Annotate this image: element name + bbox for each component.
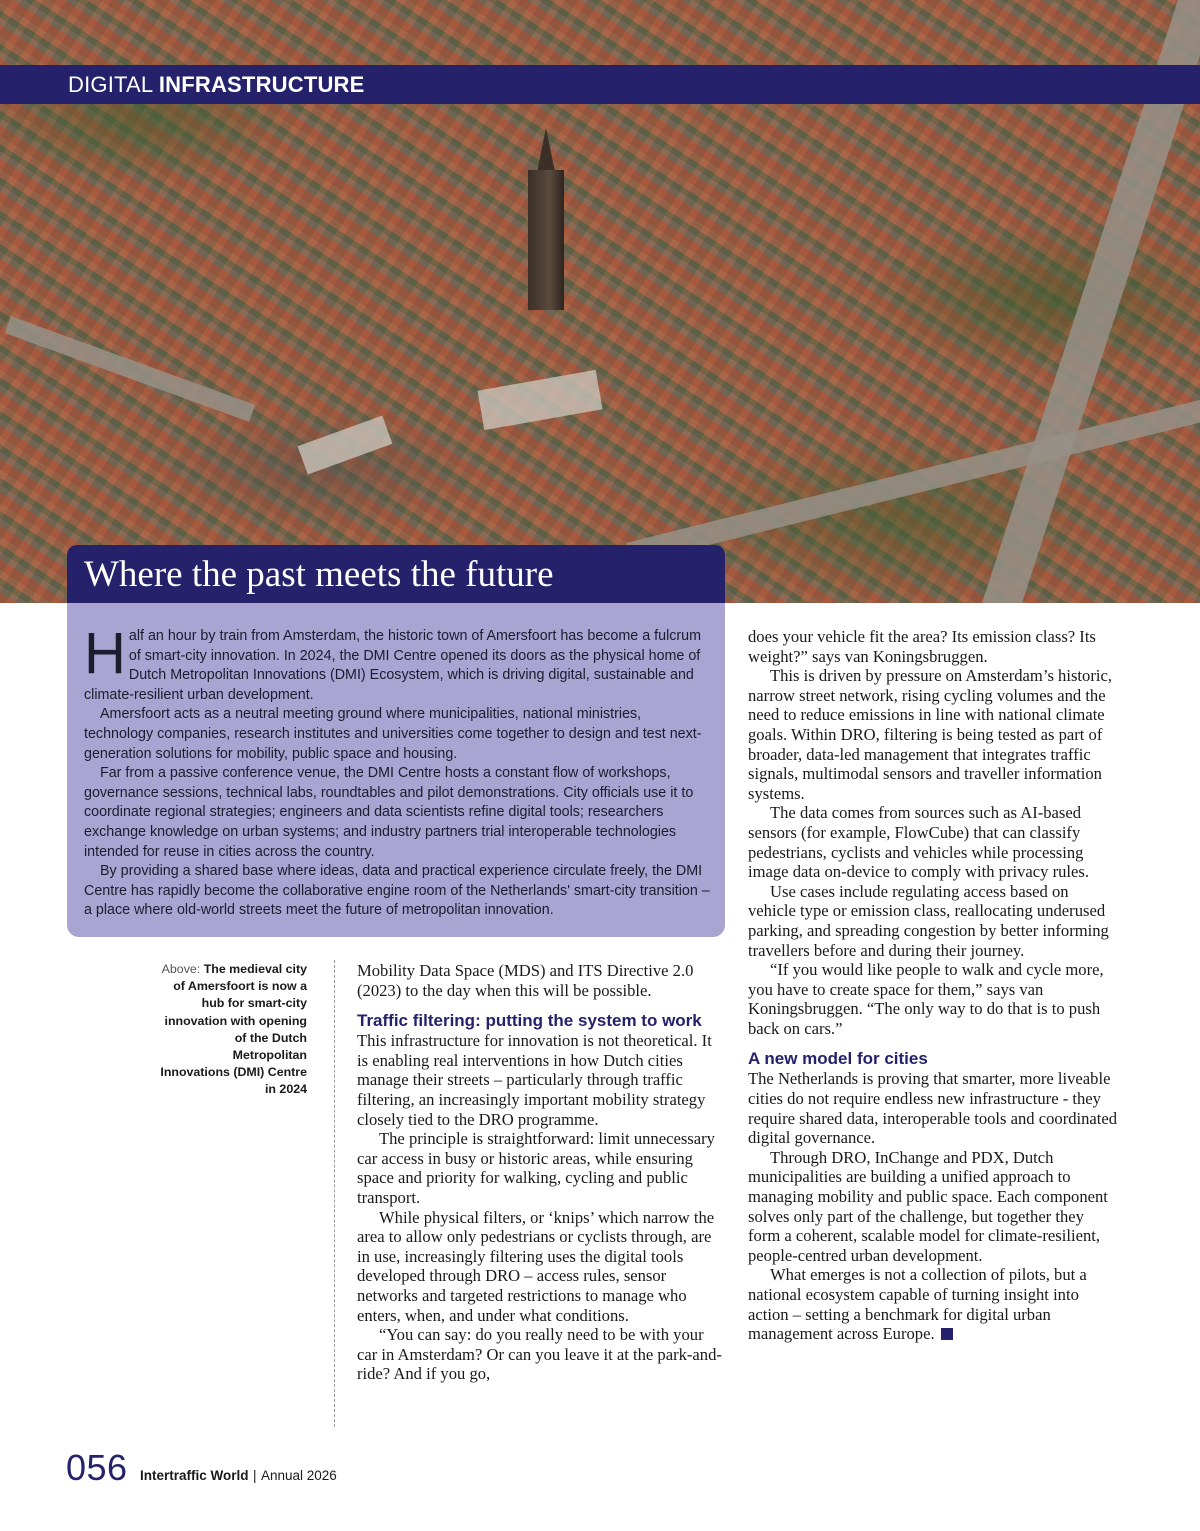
- caption-text: The medieval city of Amersfoort is now a hub for smart-city innovation with opening of the Dutch Metropolitan Innovations (DMI) Centre in 2024: [160, 962, 307, 1097]
- body-paragraph: Use cases include regulating access based on vehicle type or emission class, reallocating underused parking, and spreading congestion by better informing travellers before and during their journey.: [748, 881, 1109, 960]
- photo-plaza: [298, 416, 393, 475]
- intro-text: [84, 621, 714, 921]
- photo-road: [626, 398, 1200, 564]
- intro-paragraph: [84, 621, 714, 705]
- footer-separator: |: [253, 1468, 257, 1483]
- column-divider: [334, 960, 335, 1427]
- body-column-middle: [357, 961, 723, 1384]
- magazine-name: Intertraffic World: [140, 1468, 249, 1483]
- section-label: [68, 72, 365, 98]
- photo-road: [5, 316, 255, 422]
- section-label-light: DIGITAL: [68, 72, 153, 97]
- body-paragraph-text: What emerges is not a collection of pilots, but a national ecosystem capable of turning insight into action – setting a benchmark for digital urban management across Europe.: [748, 1265, 1087, 1344]
- body-paragraph: does your vehicle fit the area? Its emission class? Its weight?” says van Koningsbruggen.: [748, 627, 1096, 666]
- caption-lead: Above:: [161, 962, 201, 976]
- subhead-traffic-filtering: Traffic filtering: putting the system to work: [357, 1011, 702, 1031]
- body-paragraph: The Netherlands is proving that smarter, more liveable cities do not require endless new infrastructure - they require shared data, interoperable tools and coordinated digital governance.: [748, 1069, 1118, 1148]
- body-paragraph: While physical filters, or ‘knips’ which narrow the area to allow only pedestrians or cyclists through, are in use, increasingly filtering uses the digital tools developed through DRO – access rules, sensor networks and targeted restrictions to manage who enters, when, and under what conditions.: [357, 1207, 715, 1325]
- intro-paragraph: By providing a shared base where ideas, data and practical experience circulate freely, the DMI Centre has rapidly become the collaborative engine room of the Netherlands' smart-city transition – a place where old-world streets meet the future of metropolitan innovation.: [84, 863, 710, 919]
- body-paragraph: Through DRO, InChange and PDX, Dutch municipalities are building a unified approach to managing mobility and public space. Each component solves only part of the challenge, but together they form a coherent, scalable model for climate-resilient, people-centred urban development.: [748, 1147, 1108, 1265]
- intro-paragraph-text: alf an hour by train from Amsterdam, the historic town of Amersfoort has become a fulcrum of smart-city innovation. In 2024, the DMI Centre opened its doors as the physical home of Dutch Metropolitan Innovations (DMI) Ecosystem, which is driving digital, sustainable and climate-resilient urban development.: [84, 628, 702, 703]
- article-headline: Where the past meets the future: [84, 554, 554, 595]
- church-spire: [537, 128, 555, 172]
- photo-plaza: [477, 370, 602, 430]
- page-number: 056: [66, 1447, 128, 1488]
- drop-cap: H: [84, 621, 126, 686]
- issue-label: Annual 2026: [260, 1468, 337, 1483]
- photo-caption: [160, 961, 307, 1099]
- end-of-article-mark: [941, 1328, 953, 1340]
- section-label-bold: INFRASTRUCTURE: [158, 72, 365, 97]
- body-paragraph: “If you would like people to walk and cycle more, you have to create space for them,” says van Koningsbruggen. “The only way to do that is to push back on cars.”: [748, 960, 1104, 1038]
- body-column-right: [748, 627, 1120, 1344]
- body-paragraph: This infrastructure for innovation is not theoretical. It is enabling real interventions in how Dutch cities manage their streets – particularly through traffic filtering, an increasingly important mobility strategy closely tied to the DRO programme.: [357, 1031, 712, 1129]
- body-paragraph-final: [748, 1265, 1120, 1343]
- page-footer: [66, 1447, 337, 1489]
- body-paragraph: “You can say: do you really need to be with your car in Amsterdam? Or can you leave it at the park-and-ride? And if you go,: [357, 1325, 722, 1384]
- body-paragraph: The principle is straightforward: limit unnecessary car access in busy or historic areas, while ensuring space and priority for walking, cycling and public transport.: [357, 1129, 715, 1207]
- body-paragraph: The data comes from sources such as AI-based sensors (for example, FlowCube) that can classify pedestrians, cyclists and vehicles while processing image data on-device to comply with privacy rules.: [748, 803, 1089, 882]
- church-tower: [528, 170, 564, 310]
- body-paragraph: This is driven by pressure on Amsterdam’s historic, narrow street network, rising cycling volumes and the need to reduce emissions in line with national climate goals. Within DRO, filtering is being tested as part of broader, data-led management that integrates traffic signals, multimodal sensors and traveller information systems.: [748, 666, 1112, 803]
- intro-paragraph: Amersfoort acts as a neutral meeting ground where municipalities, national ministries, technology companies, research institutes and universities come together to design and test next-generation solutions for mobility, public space and housing.: [84, 706, 702, 762]
- subhead-new-model: A new model for cities: [748, 1049, 928, 1069]
- body-paragraph: Mobility Data Space (MDS) and ITS Directive 2.0 (2023) to the day when this will be possible.: [357, 961, 694, 1000]
- intro-paragraph: Far from a passive conference venue, the DMI Centre hosts a constant flow of workshops, governance sessions, technical labs, roundtables and pilot demonstrations. City officials use it to coordinate regional strategies; engineers and data scientists refine digital tools; researchers exchange knowledge on urban systems; and industry partners trial interoperable technologies intended for reuse in cities across the country.: [84, 765, 694, 860]
